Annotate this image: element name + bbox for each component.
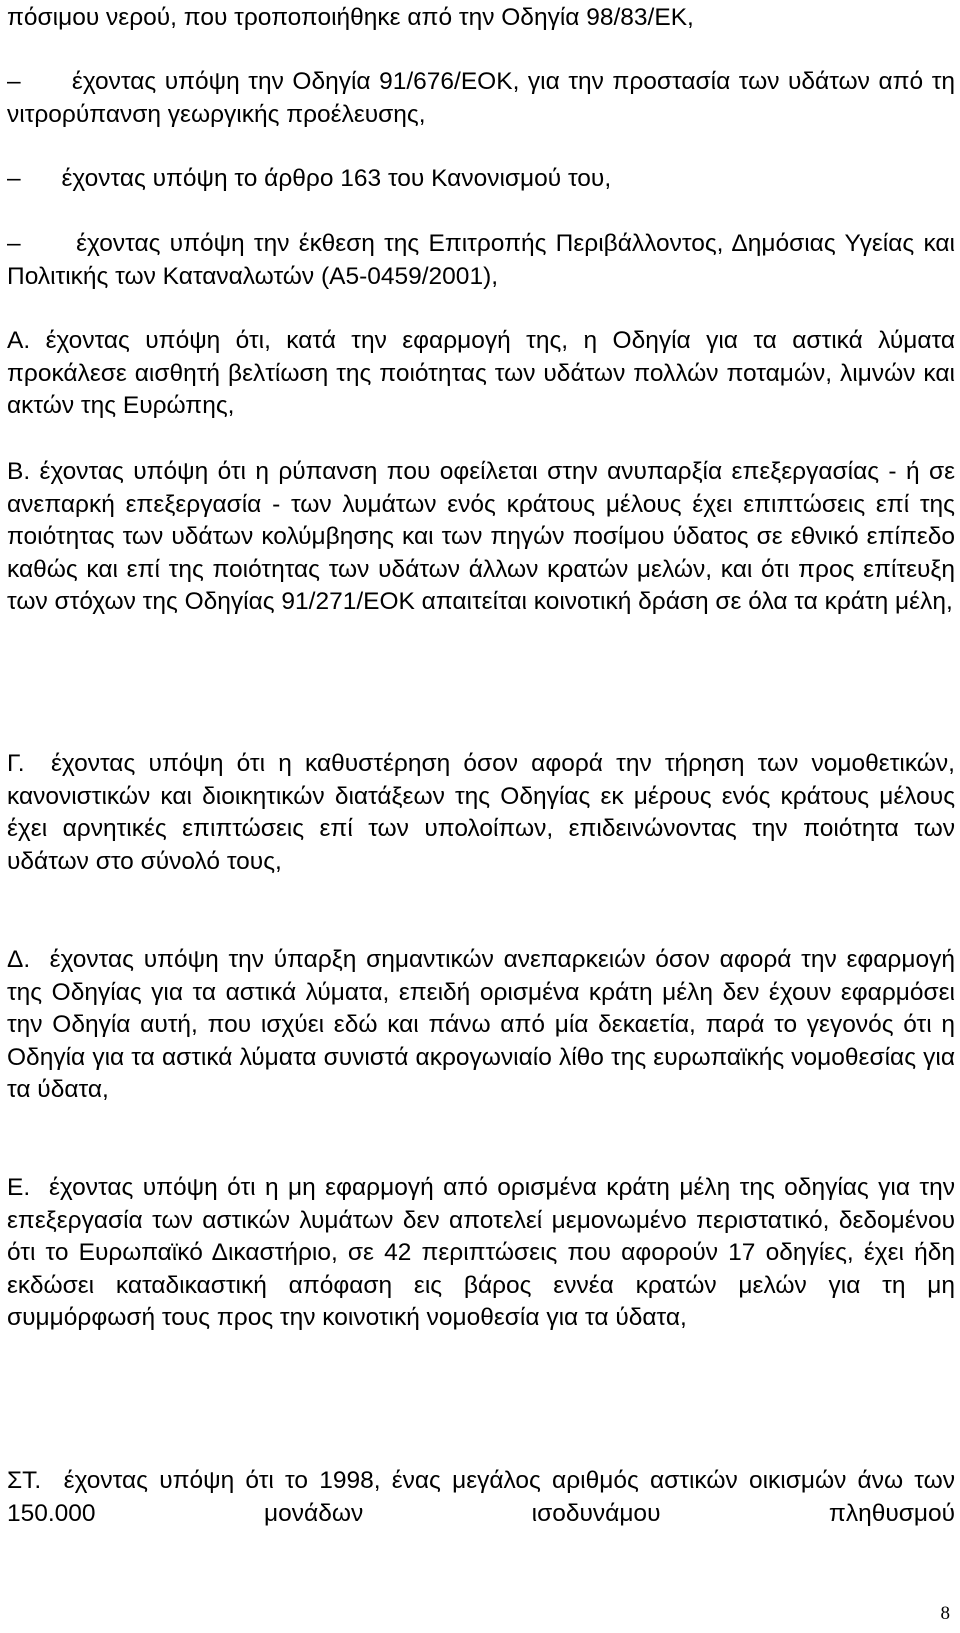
recital-label: Γ. xyxy=(7,750,25,777)
recital-label: ΣΤ. xyxy=(7,1467,42,1494)
dash-marker: – xyxy=(7,230,21,257)
paragraph-text: έχοντας υπόψη την έκθεση της Επιτροπής Περιβάλλοντος, Δημόσιας Υγείας και Πολιτικής των Καταναλωτών (Α5-0459/2001), xyxy=(7,230,955,290)
dash-marker: – xyxy=(7,165,21,192)
paragraph-recital-b xyxy=(7,456,955,619)
paragraph-recital-committee-report xyxy=(7,228,955,293)
paragraph-text: έχοντας υπόψη το άρθρο 163 του Κανονισμού του, xyxy=(61,165,612,192)
recital-label: Ε. xyxy=(7,1174,31,1201)
paragraph-text: έχοντας υπόψη ότι το 1998, ένας μεγάλος αριθμός αστικών οικισμών άνω των 150.000 μονάδων ισοδυνάμου πληθυσμού xyxy=(7,1467,955,1527)
paragraph-recital-91-676 xyxy=(7,66,955,131)
paragraph-text: έχοντας υπόψη ότι η καθυστέρηση όσον αφορά την τήρηση των νομοθετικών, κανονιστικών και διοικητικών διατάξεων της Οδηγίας εκ μέρους ενός κράτους μέλους έχει αρνητικές επιπτώσεις επί των υπολοίπων, επιδεινώνοντας την ποιότητα των υδάτων στο σύνολό τους, xyxy=(7,750,955,875)
paragraph-intro xyxy=(7,2,955,35)
paragraph-recital-article-163 xyxy=(7,163,955,196)
page-number: 8 xyxy=(940,1603,950,1624)
recital-label: Δ. xyxy=(7,946,31,973)
paragraph-text: έχοντας υπόψη ότι η ρύπανση που οφείλεται στην ανυπαρξία επεξεργασίας - ή σε ανεπαρκή επεξεργασία - των λυμάτων ενός κράτους μέλους έχει επιπτώσεις επί της ποιότητας των υδάτων κολύμβησης και των πηγών ποσίμου ύδατος σε εθνικό επίπεδο καθώς και επί της ποιότητας των υδάτων άλλων κρατών μελών, και ότι προς επίτευξη των στόχων της Οδηγίας 91/271/ΕΟΚ απαιτείται κοινοτική δράση σε όλα τα κράτη μέλη, xyxy=(7,458,955,615)
dash-marker: – xyxy=(7,68,21,95)
paragraph-text: έχοντας υπόψη την Οδηγία 91/676/ΕΟΚ, για την προστασία των υδάτων από τη νιτρορύπανση γεωργικής προέλευσης, xyxy=(7,68,956,128)
paragraph-text: έχοντας υπόψη ότι η μη εφαρμογή από ορισμένα κράτη μέλη της οδηγίας για την επεξεργασία των αστικών λυμάτων δεν αποτελεί μεμονωμένο περιστατικό, δεδομένου ότι το Ευρωπαϊκό Δικαστήριο, σε 42 περιπτώσεις που αφορούν 17 οδηγίες, έχει ήδη εκδώσει καταδικαστική απόφαση εις βάρος εννέα κρατών μελών για τη μη συμμόρφωσή τους προς την κοινοτική νομοθεσία για τα ύδατα, xyxy=(7,1174,955,1331)
paragraph-recital-d xyxy=(7,944,955,1107)
paragraph-recital-e xyxy=(7,1172,955,1335)
paragraph-text: έχοντας υπόψη ότι, κατά την εφαρμογή της, η Οδηγία για τα αστικά λύματα προκάλεσε αισθητή βελτίωση της ποιότητας των υδάτων πολλών ποταμών, λιμνών και ακτών της Ευρώπης, xyxy=(7,327,955,419)
paragraph-text: έχοντας υπόψη την ύπαρξη σημαντικών ανεπαρκειών όσον αφορά την εφαρμογή της Οδηγίας για τα αστικά λύματα, επειδή ορισμένα κράτη μέλη δεν έχουν εφαρμόσει την Οδηγία αυτή, που ισχύει εδώ και πάνω από μία δεκαετία, παρά το γεγονός ότι η Οδηγία για τα αστικά λύματα συνιστά ακρογωνιαίο λίθο της ευρωπαϊκής νομοθεσίας για τα ύδατα, xyxy=(7,946,955,1103)
paragraph-recital-c xyxy=(7,748,955,878)
paragraph-recital-a xyxy=(7,325,955,423)
paragraph-text: πόσιμου νερού, που τροποποιήθηκε από την Οδηγία 98/83/ΕΚ, xyxy=(7,4,694,31)
paragraph-recital-st xyxy=(7,1465,955,1530)
recital-label: Β. xyxy=(7,458,31,485)
recital-label: Α. xyxy=(7,327,31,354)
